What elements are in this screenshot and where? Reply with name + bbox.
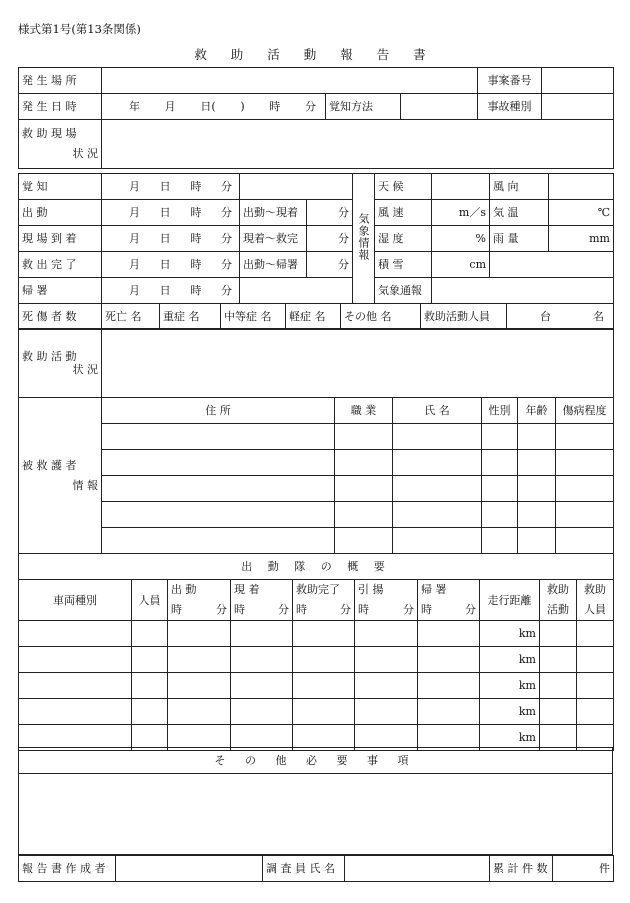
weather-title: 気象情報: [353, 174, 375, 304]
activity-field[interactable]: [102, 329, 614, 398]
total-label: 累 計 件 数: [490, 856, 553, 882]
author-field[interactable]: [116, 856, 263, 882]
distance-cell[interactable]: km: [480, 621, 540, 647]
rescue-crew-cell[interactable]: [577, 647, 614, 673]
withdraw-cell[interactable]: [355, 647, 418, 673]
table-row: [19, 528, 614, 554]
complete-cell[interactable]: [293, 673, 355, 699]
table-row: [19, 450, 614, 476]
snow-extra: [490, 252, 614, 278]
distance-cell[interactable]: km: [480, 673, 540, 699]
site-label-2: 状 況: [72, 147, 98, 160]
occupation-cell[interactable]: [335, 450, 393, 476]
name-cell[interactable]: [393, 424, 482, 450]
vehicle-cell[interactable]: [19, 647, 132, 673]
hour-text: 時: [269, 100, 281, 113]
minor-field[interactable]: 軽症 名: [286, 304, 341, 330]
moderate-field[interactable]: 中等症 名: [221, 304, 286, 330]
sex-cell[interactable]: [482, 528, 518, 554]
activity-cell[interactable]: [540, 621, 577, 647]
occupation-cell[interactable]: [335, 424, 393, 450]
case-no-label: 事案番号: [478, 68, 542, 94]
activity-cell[interactable]: [540, 699, 577, 725]
month-text: 月: [164, 100, 176, 113]
activity-cell[interactable]: [540, 647, 577, 673]
vehicle-cell[interactable]: [19, 621, 132, 647]
address-cell[interactable]: [102, 450, 335, 476]
sex-cell[interactable]: [482, 450, 518, 476]
time-field-arrival[interactable]: 月 日 時 分: [102, 226, 240, 252]
sky-label: 天 候: [375, 174, 432, 200]
col-distance: 走行距離: [480, 580, 540, 621]
location-label: 発 生 場 所: [19, 68, 102, 94]
col-address: 住 所: [102, 398, 335, 424]
time-field-detect[interactable]: 月 日 時 分: [102, 174, 240, 200]
occupation-cell[interactable]: [335, 476, 393, 502]
back-cell[interactable]: [418, 699, 480, 725]
dispatch-cell[interactable]: [168, 673, 231, 699]
weekday-close-text: ): [240, 100, 245, 113]
interval-field-1[interactable]: 分: [307, 200, 353, 226]
humidity-label: 湿 度: [375, 226, 432, 252]
address-cell[interactable]: [102, 424, 335, 450]
dispatch-cell[interactable]: [168, 621, 231, 647]
interval-label-2: 現着～救完: [240, 226, 307, 252]
detection-field[interactable]: [401, 94, 478, 120]
arrival-cell[interactable]: [231, 621, 293, 647]
sky-field[interactable]: [432, 174, 490, 200]
col-rescue-activity: 救助 活動: [540, 580, 577, 621]
age-cell[interactable]: [518, 502, 556, 528]
col-dispatch-time: 出 動 時 分: [168, 580, 231, 621]
back-cell[interactable]: [418, 647, 480, 673]
dispatch-cell[interactable]: [168, 699, 231, 725]
rescued-table: [18, 397, 614, 554]
withdraw-cell[interactable]: [355, 673, 418, 699]
activity-label: 救 助 活 動 状 況: [19, 329, 102, 398]
withdraw-cell[interactable]: [355, 621, 418, 647]
rescue-crew-cell[interactable]: [577, 621, 614, 647]
dead-field[interactable]: 死亡 名: [102, 304, 160, 330]
day-text: 日(: [200, 100, 216, 113]
injury-cell[interactable]: [556, 476, 614, 502]
temp-field[interactable]: ℃: [549, 200, 614, 226]
other-field[interactable]: その他 名: [341, 304, 421, 330]
activity-cell[interactable]: [540, 673, 577, 699]
col-rescue-crew: 救助 人員: [577, 580, 614, 621]
casualties-table: [18, 303, 614, 330]
rescue-crew-cell[interactable]: [577, 673, 614, 699]
col-occupation: 職 業: [335, 398, 393, 424]
location-field[interactable]: [102, 68, 478, 94]
interval-field-2[interactable]: 分: [307, 226, 353, 252]
snow-field[interactable]: cm: [432, 252, 490, 278]
sex-cell[interactable]: [482, 424, 518, 450]
activity-table: [18, 328, 614, 398]
accident-type-field[interactable]: [542, 94, 614, 120]
investigator-field[interactable]: [345, 856, 490, 882]
vehicle-cell[interactable]: [19, 673, 132, 699]
withdraw-cell[interactable]: [355, 699, 418, 725]
back-cell[interactable]: [418, 621, 480, 647]
address-cell[interactable]: [102, 502, 335, 528]
table-row: [19, 647, 614, 673]
injury-cell[interactable]: [556, 450, 614, 476]
site-status-label: [19, 120, 102, 169]
table-row: [19, 476, 614, 502]
table-row: [19, 699, 614, 725]
address-cell[interactable]: [102, 528, 335, 554]
year-text: 年: [129, 100, 140, 113]
col-sex: 性別: [482, 398, 518, 424]
col-arrival-time: 現 着 時 分: [231, 580, 293, 621]
interval-empty-2: [240, 278, 353, 304]
crew-cell[interactable]: [132, 621, 168, 647]
form-number: 様式第1号(第13条関係): [18, 22, 141, 36]
case-no-field[interactable]: [542, 68, 614, 94]
distance-cell[interactable]: km: [480, 725, 540, 751]
personnel-field[interactable]: 台 名: [507, 304, 614, 330]
wind-dir-field[interactable]: [549, 174, 614, 200]
rescue-crew-cell[interactable]: [577, 699, 614, 725]
personnel-label: 救助活動人員: [421, 304, 507, 330]
dispatch-title: 出 動 隊 の 概 要: [19, 554, 614, 580]
minute-text: 分: [304, 100, 316, 113]
time-label-detect: 覚 知: [19, 174, 102, 200]
address-cell[interactable]: [102, 476, 335, 502]
complete-cell[interactable]: [293, 621, 355, 647]
sex-cell[interactable]: [482, 476, 518, 502]
other-table: [18, 747, 613, 855]
casualties-label: 死 傷 者 数: [19, 304, 102, 330]
interval-empty-1: [240, 174, 353, 200]
sex-cell[interactable]: [482, 502, 518, 528]
site-label-1: 救 助 現 場: [22, 127, 77, 140]
author-label: 報 告 書 作 成 者: [19, 856, 116, 882]
dispatch-table: [18, 553, 614, 751]
distance-cell[interactable]: km: [480, 647, 540, 673]
timeline-table: [18, 173, 614, 304]
vehicle-cell[interactable]: [19, 699, 132, 725]
humidity-field[interactable]: %: [432, 226, 490, 252]
table-row: [19, 424, 614, 450]
rain-field[interactable]: mm: [549, 226, 614, 252]
time-label-return: 帰 署: [19, 278, 102, 304]
age-cell[interactable]: [518, 450, 556, 476]
time-field-complete[interactable]: 月 日 時 分: [102, 252, 240, 278]
other-title: そ の 他 必 要 事 項: [19, 748, 613, 774]
footer-table: [18, 855, 614, 882]
site-status-field[interactable]: [102, 120, 614, 169]
time-label-arrival: 現 場 到 着: [19, 226, 102, 252]
complete-cell[interactable]: [293, 699, 355, 725]
occupation-cell[interactable]: [335, 528, 393, 554]
arrival-cell[interactable]: [231, 699, 293, 725]
injury-cell[interactable]: [556, 528, 614, 554]
page-title: 救 助 活 動 報 告 書: [194, 47, 436, 62]
col-complete-time: 救助完了 時 分: [293, 580, 355, 621]
dispatch-cell[interactable]: [168, 647, 231, 673]
wind-speed-field[interactable]: m／s: [432, 200, 490, 226]
serious-field[interactable]: 重症 名: [160, 304, 221, 330]
datetime-field[interactable]: [102, 94, 326, 120]
investigator-label: 調 査 員 氏 名: [263, 856, 345, 882]
basic-info-table: [18, 67, 614, 169]
col-back-time: 帰 署 時 分: [418, 580, 480, 621]
col-crew: 人員: [132, 580, 168, 621]
weather-report-field[interactable]: [432, 278, 614, 304]
name-cell[interactable]: [393, 476, 482, 502]
col-name: 氏 名: [393, 398, 482, 424]
name-cell[interactable]: [393, 450, 482, 476]
occupation-cell[interactable]: [335, 502, 393, 528]
snow-label: 積 雪: [375, 252, 432, 278]
other-field[interactable]: [19, 774, 613, 855]
rain-label: 雨 量: [490, 226, 549, 252]
age-cell[interactable]: [518, 476, 556, 502]
crew-cell[interactable]: [132, 647, 168, 673]
time-label-complete: 救 出 完 了: [19, 252, 102, 278]
rescued-label: 被 救 護 者 情 報: [19, 398, 102, 554]
name-cell[interactable]: [393, 502, 482, 528]
name-cell[interactable]: [393, 528, 482, 554]
complete-cell[interactable]: [293, 647, 355, 673]
age-cell[interactable]: [518, 528, 556, 554]
distance-cell[interactable]: km: [480, 699, 540, 725]
wind-dir-label: 風 向: [490, 174, 549, 200]
time-label-dispatch: 出 動: [19, 200, 102, 226]
interval-label-1: 出動～現着: [240, 200, 307, 226]
injury-cell[interactable]: [556, 424, 614, 450]
col-injury: 傷病程度: [556, 398, 614, 424]
age-cell[interactable]: [518, 424, 556, 450]
arrival-cell[interactable]: [231, 673, 293, 699]
time-field-return[interactable]: 月 日 時 分: [102, 278, 240, 304]
table-row: [19, 673, 614, 699]
datetime-label: 発 生 日 時: [19, 94, 102, 120]
crew-cell[interactable]: [132, 699, 168, 725]
back-cell[interactable]: [418, 673, 480, 699]
arrival-cell[interactable]: [231, 647, 293, 673]
table-row: [19, 502, 614, 528]
interval-field-3[interactable]: 分: [307, 252, 353, 278]
accident-type-label: 事故種別: [478, 94, 542, 120]
time-field-dispatch[interactable]: 月 日 時 分: [102, 200, 240, 226]
crew-cell[interactable]: [132, 673, 168, 699]
col-withdraw-time: 引 揚 時 分: [355, 580, 418, 621]
weather-report-label: 気象通報: [375, 278, 432, 304]
interval-label-3: 出動～帰署: [240, 252, 307, 278]
temp-label: 気 温: [490, 200, 549, 226]
wind-speed-label: 風 速: [375, 200, 432, 226]
table-row: [19, 621, 614, 647]
injury-cell[interactable]: [556, 502, 614, 528]
col-vehicle-type: 車両種別: [19, 580, 132, 621]
col-age: 年齢: [518, 398, 556, 424]
total-field[interactable]: 件: [553, 856, 614, 882]
detection-label: 覚知方法: [326, 94, 401, 120]
